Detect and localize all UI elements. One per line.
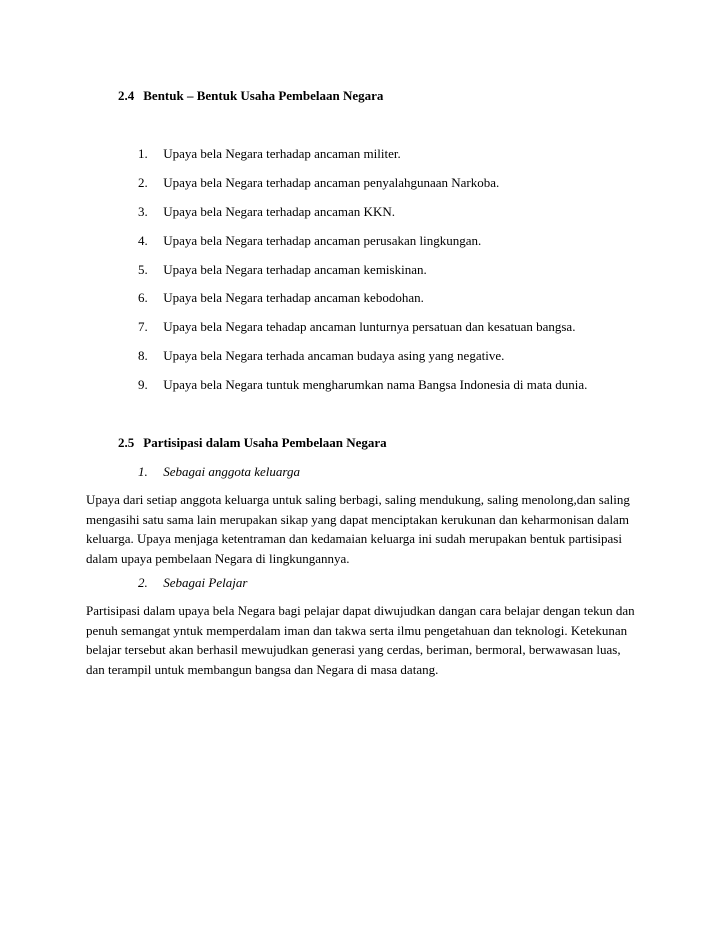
paragraph-line: dan terampil untuk membangun bangsa dan Negara di masa datang. (86, 661, 439, 677)
list-text: Upaya bela Negara terhadap ancaman perusakan lingkungan. (163, 233, 482, 248)
list-item (138, 319, 575, 335)
list-text: Upaya bela Negara tuntuk mengharumkan nama Bangsa Indonesia di mata dunia. (163, 377, 588, 392)
list-item (138, 290, 424, 306)
list-item (138, 175, 499, 191)
list-text: Upaya bela Negara terhadap ancaman kemiskinan. (163, 262, 427, 277)
list-item (138, 377, 587, 393)
section-2-4-heading (118, 88, 383, 104)
paragraph-line: mengasihi satu sama lain merupakan sikap yang dapat menciptakan kerukunan dan keharmonisan dalam (86, 511, 629, 527)
list-item (138, 233, 481, 249)
section-number: 2.4 (118, 88, 135, 103)
list-text: Upaya bela Negara terhadap ancaman KKN. (163, 204, 395, 219)
paragraph-line: belajar tersebut akan berhasil mewujudkan generasi yang cerdas, beriman, bermoral, berwawasan luas, (86, 642, 621, 657)
list-text: Upaya bela Negara terhadap ancaman militer. (163, 146, 401, 161)
section-number: 2.5 (118, 435, 135, 450)
list-text: Upaya bela Negara terhadap ancaman penyalahgunaan Narkoba. (163, 175, 500, 190)
list-item (138, 146, 401, 162)
section-title: Partisipasi dalam Usaha Pembelaan Negara (143, 435, 387, 450)
subsection-title: Sebagai Pelajar (163, 575, 248, 590)
paragraph-line: Upaya dari setiap anggota keluarga untuk saling berbagi, saling mendukung, saling menolong,dan saling (86, 492, 630, 507)
list-number: 5. (138, 262, 148, 277)
list-number: 8. (138, 348, 148, 363)
subsection-heading (138, 464, 300, 480)
list-item (138, 204, 395, 220)
subsection-number: 2. (138, 575, 148, 590)
section-2-5-heading (118, 435, 387, 451)
subsection-heading (138, 575, 247, 591)
paragraph-line: penuh semangat yntuk memperdalam iman dan takwa serta ilmu pengetahuan dan teknologi. Ketekunan (86, 622, 628, 638)
list-number: 2. (138, 175, 148, 190)
list-text: Upaya bela Negara terhada ancaman budaya asing yang negative. (163, 348, 505, 363)
list-number: 9. (138, 377, 148, 392)
list-number: 7. (138, 319, 148, 334)
paragraph-line: keluarga. Upaya menjaga ketentraman dan kedamaian keluarga ini sudah merupakan bentuk partisipasi (86, 531, 622, 546)
list-text: Upaya bela Negara terhadap ancaman kebodohan. (163, 290, 424, 305)
list-number: 1. (138, 146, 148, 161)
list-number: 6. (138, 290, 148, 305)
list-number: 3. (138, 204, 148, 219)
section-title: Bentuk – Bentuk Usaha Pembelaan Negara (143, 88, 384, 103)
paragraph-line: dalam upaya pembelaan Negara di lingkungannya. (86, 550, 350, 566)
subsection-number: 1. (138, 464, 148, 479)
list-text: Upaya bela Negara tehadap ancaman lunturnya persatuan dan kesatuan bangsa. (163, 319, 576, 334)
subsection-title: Sebagai anggota keluarga (163, 464, 300, 479)
list-item (138, 348, 504, 364)
list-item (138, 262, 427, 278)
paragraph-line: Partisipasi dalam upaya bela Negara bagi pelajar dapat diwujudkan dangan cara belajar dengan tekun dan (86, 603, 635, 618)
paragraph (86, 490, 646, 568)
list-number: 4. (138, 233, 148, 248)
paragraph (86, 601, 646, 679)
